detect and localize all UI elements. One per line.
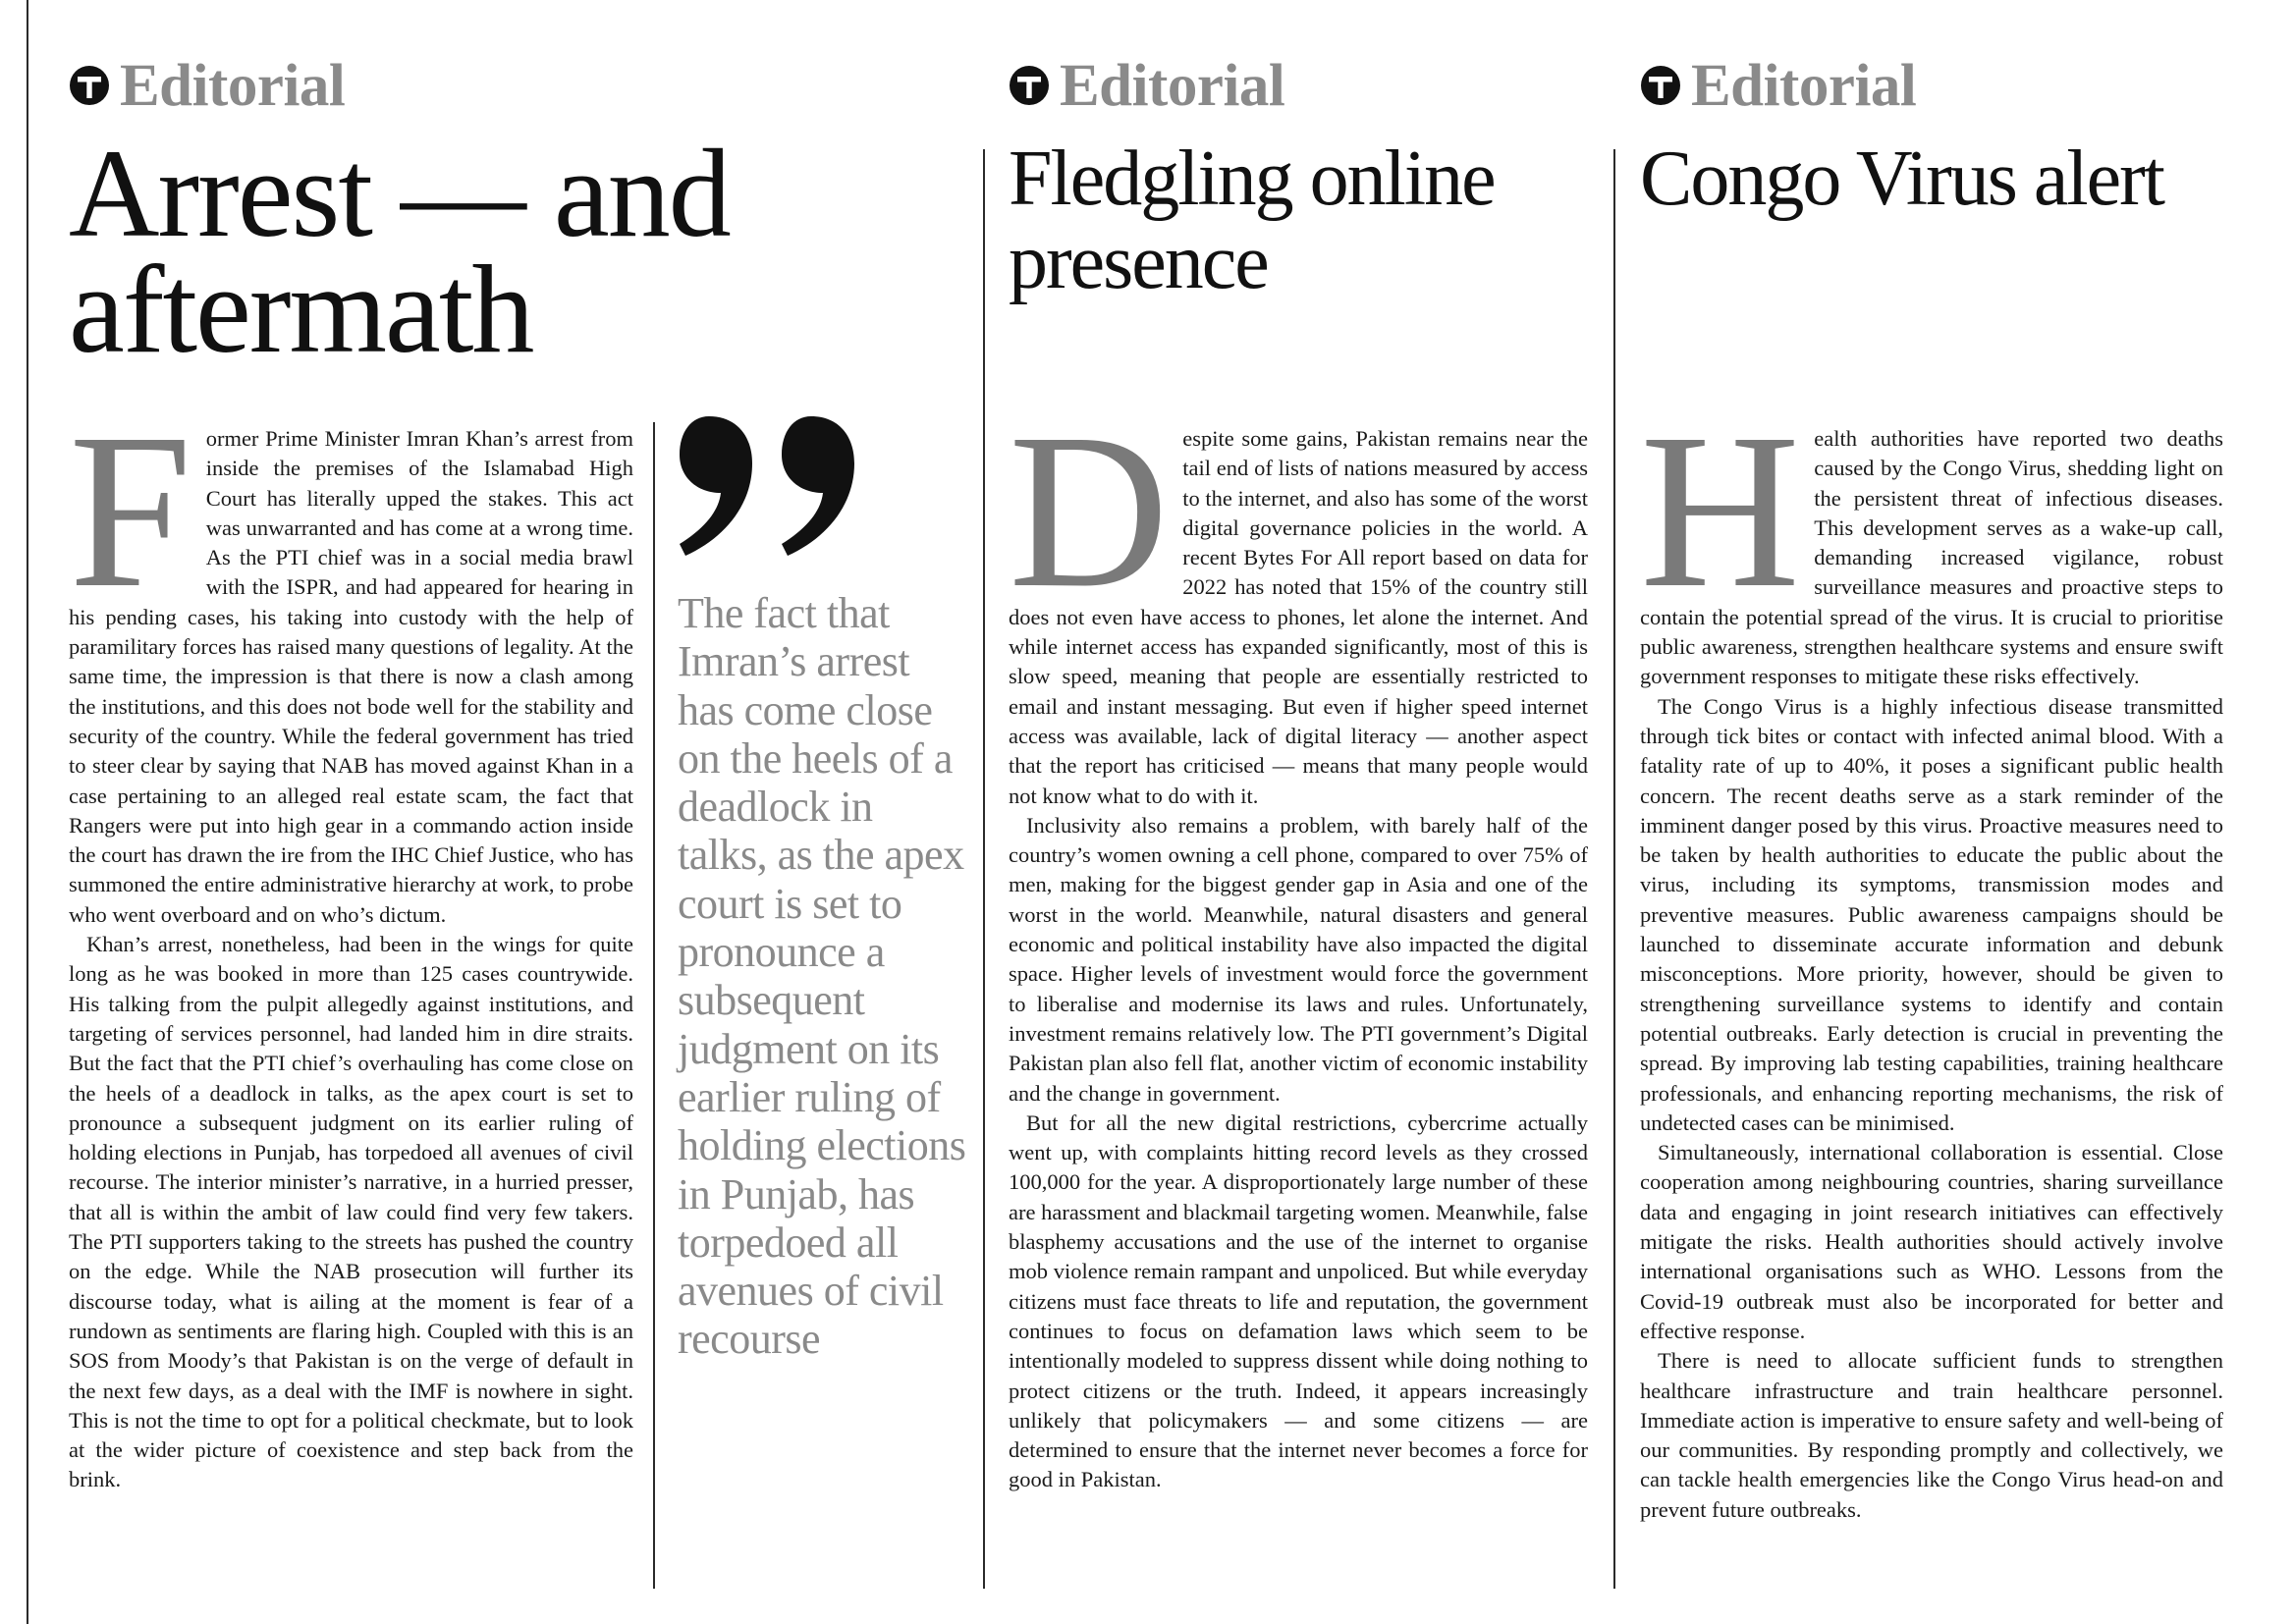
t-circle-logo-icon xyxy=(1640,65,1681,106)
t-circle-logo-icon xyxy=(1009,65,1050,106)
headline-congo-virus: Congo Virus alert xyxy=(1640,135,2163,222)
section-label: Editorial xyxy=(1060,52,1285,119)
article-body-congo-virus xyxy=(1640,424,2223,1593)
t-circle-logo-icon xyxy=(69,65,110,106)
section-label: Editorial xyxy=(1691,52,1917,119)
headline-online-presence: Fledgling online presence xyxy=(1009,135,1495,305)
pullquote-divider-rule xyxy=(653,422,655,1589)
paragraph: The Congo Virus is a highly infectious disease transmitted through tick bites or contact with infected animal blood. With a fatality rate of up to 40%, it poses a significant public health concern. The recent deaths serve as a stark reminder of the imminent danger posed by this virus. Proactive measures need to be taken by health authorities to educate the public about the virus, including its symptoms, transmission modes and preventive measures. Public awareness campaigns should be launched to disseminate accurate information and debunk misconceptions. More priority, however, should be given to strengthening surveillance systems to identify and contain potential outbreaks. Early detection is crucial in preventing the spread. By improving lab testing capabilities, training healthcare professionals, and enhancing reporting mechanisms, the risk of undetected cases can be minimised. xyxy=(1640,693,2223,1135)
paragraph: ormer Prime Minister Imran Khan’s arrest from inside the premises of the Islamabad High Court has literally upped the stakes. This act was unwarranted and has come at a wrong time. As the PTI chief was in a social media brawl with the ISPR, and had appeared for hearing in his pending cases, his taking into custody with the help of paramilitary forces has raised many questions of legality. At the same time, the impression is that there is now a clash among the institutions, and this does not bode well for the stability and security of the country. While the federal government has tried to steer clear by saying that NAB has moved against Khan in a case pertaining to an alleged real estate scam, the fact that Rangers were put into high gear in a commando action inside the court has drawn the ire from the IHC Chief Justice, who has summoned the entire administrative hierarchy at work, to probe who went overboard and on who’s dictum. xyxy=(69,426,633,927)
headline-arrest: Arrest — and aftermath xyxy=(69,124,730,379)
column-divider-rule-1 xyxy=(983,149,985,1589)
paragraph: ealth authorities have reported two deaths caused by the Congo Virus, shedding light on the persistent threat of infectious diseases. This development serves as a wake-up call, demanding increased vigilance, robust surveillance measures and proactive steps to contain the potential spread of the virus. It is crucial to prioritise public awareness, strengthen healthcare systems and ensure swift government responses to mitigate these risks effectively. xyxy=(1640,426,2223,689)
paragraph: But for all the new digital restrictions, cybercrime actually went up, with complaints hitting record levels as they crossed 100,000 for the year. A disproportionately large number of these are harassment and blackmail targeting women. Meanwhile, false blasphemy accusations and the use of the internet to organise mob violence remain rampant and unpoliced. But while everyday citizens must face threats to life and reputation, the government continues to focus on defamation laws which seem to be intentionally modeled to suppress dissent while doing nothing to protect citizens or the truth. Indeed, it appears increasingly unlikely that policymakers — and some citizens — are determined to ensure that the internet never becomes a force for good in Pakistan. xyxy=(1009,1110,1588,1492)
pull-quote: The fact that Imran’s arrest has come close on the heels of a deadlock in talks, as the apex court is set to pronounce a subsequent judgment on its earlier ruling of holding elections in Punjab, has torpedoed all avenues of civil recourse xyxy=(678,589,966,1364)
paragraph: espite some gains, Pakistan remains near the tail end of lists of nations measured by access to the internet, and also has some of the worst digital governance policies in the world. A recent Bytes For All report based on data for 2022 has noted that 15% of the country still does not even have access to phones, let alone the internet. And while internet access has expanded significantly, most of this is slow speed, meaning that people are essentially restricted to email and instant messaging. But even if higher speed internet access was available, lack of digital literacy — another aspect that the report has criticised — means that many people would not know what to do with it. xyxy=(1009,426,1588,808)
dropcap: F xyxy=(69,424,192,633)
section-label: Editorial xyxy=(120,52,346,119)
editorial-header-1 xyxy=(69,51,345,120)
left-page-edge-rule xyxy=(27,0,28,1624)
paragraph: Simultaneously, international collaboration is essential. Close cooperation among neighbouring countries, sharing surveillance data and engaging in joint research initiatives can effectively mitigate the risks. Health authorities should actively involve international organisations such as WHO. Lessons from the Covid-19 outbreak must also be incorporated for better and effective response. xyxy=(1640,1140,2223,1343)
editorial-header-3 xyxy=(1640,51,1916,120)
dropcap: H xyxy=(1640,424,1801,633)
column-divider-rule-2 xyxy=(1613,149,1615,1589)
paragraph: Khan’s arrest, nonetheless, had been in the wings for quite long as he was booked in more than 125 cases countrywide. His talking from the pulpit allegedly against institutions, and targeting of services personnel, had landed him in dire straits. But the fact that the PTI chief’s overhauling has come close on the heels of a deadlock in talks, as the apex court is set to pronounce a subsequent judgment on its earlier ruling of holding elections in Punjab, has torpedoed all avenues of civil recourse. The interior minister’s narrative, in a hurried presser, that all is within the ambit of law could find very few takers. The PTI supporters taking to the streets has pushed the country on the edge. While the NAB prosecution will further its discourse today, what is ailing at the moment is fear of a rundown as sentiments are flaring high. Coupled with this is an SOS from Moody’s that Pakistan is on the verge of default in the next few days, as a deal with the IMF is nowhere in sight. This is not the time to opt for a political checkmate, but to look at the wider picture of coexistence and step back from the brink. xyxy=(69,932,633,1492)
article-body-arrest xyxy=(69,424,633,1593)
paragraph: Inclusivity also remains a problem, with barely half of the country’s women owning a cell phone, compared to over 75% of men, making for the biggest gender gap in Asia and one of the worst in the world. Meanwhile, natural disasters and general economic and political instability have also impacted the digital space. Higher levels of investment would force the government to liberalise and modernise its laws and rules. Unfortunately, investment remains relatively low. The PTI government’s Digital Pakistan plan also fell flat, another victim of economic instability and the change in government. xyxy=(1009,812,1588,1106)
editorial-header-2 xyxy=(1009,51,1284,120)
article-body-online-presence xyxy=(1009,424,1588,1593)
paragraph: There is need to allocate sufficient funds to strengthen healthcare infrastructure and train healthcare personnel. Immediate action is imperative to ensure safety and well-being of our communities. By responding promptly and collectively, we can tackle health emergencies like the Congo Virus head-on and prevent future outbreaks. xyxy=(1640,1348,2223,1522)
dropcap: D xyxy=(1009,424,1170,633)
closing-quote-mark-icon xyxy=(672,408,858,566)
